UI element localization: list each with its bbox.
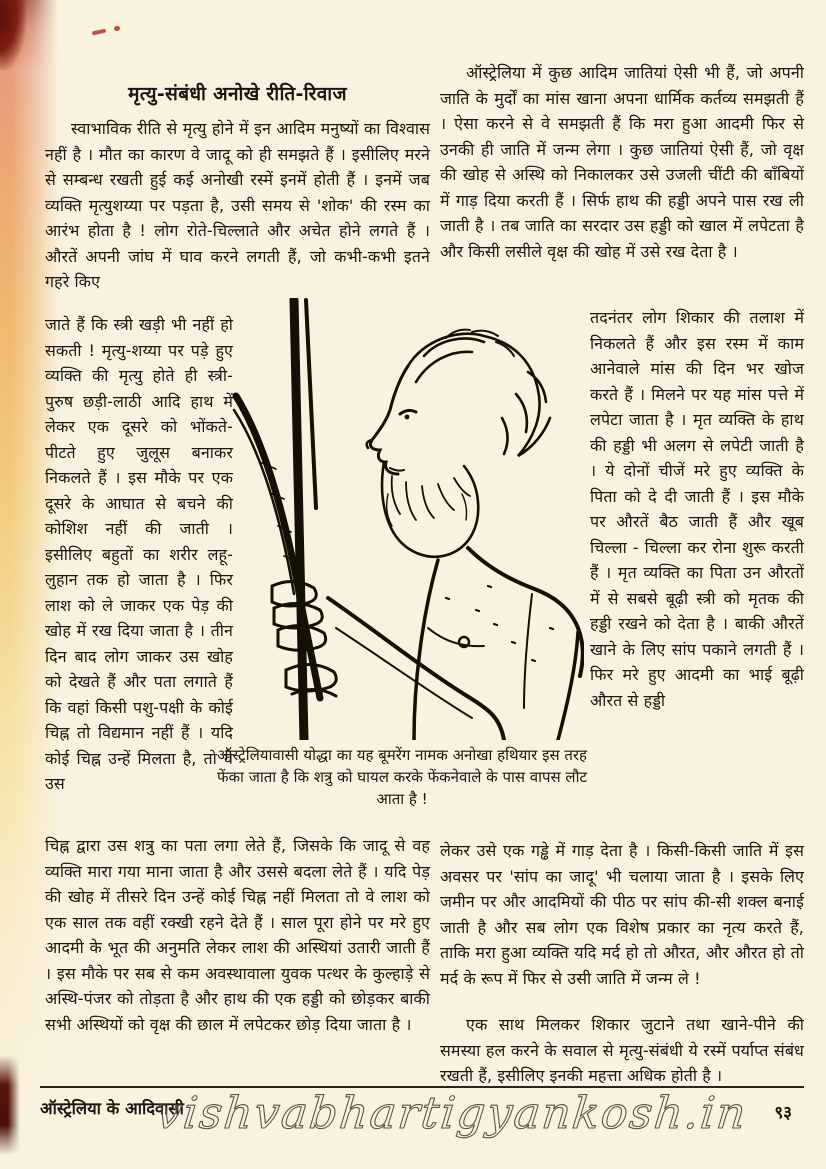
paragraph-text: तदनंतर लोग शिकार की तलाश में निकलते हैं और इस रस्म में काम आनेवाले मांस की दिन भर खोज करते हैं । मिलने पर यह मांस पत्ते में लपेटा जाता है । मृत व्यक्ति के हाथ की हड्डी भी अलग से लपेटी जाती है । ये दोनों चीजें मरे हुए व्यक्ति के पिता को दे दी जाती हैं । इस मौके पर औरतें बैठ जाती हैं और खूब चिल्ला - चिल्ला कर रोना शुरू करती हैं । मृत व्यक्ति का पिता उन औरतों में से सबसे बूढ़ी स्त्री को मृतक की हड्डी रखने को देता है । बाकी औरतें खाने के लिए सांप पकाने लगती हैं । फिर मरे हुए आदमी का भाई बूढ़ी औरत से हड्डी	[590, 308, 804, 710]
footer-running-title: ऑस्ट्रेलिया के आदिवासी	[40, 1099, 184, 1118]
watermark-text	[150, 1082, 750, 1152]
paragraph-text: लेकर उसे एक गड्ढे में गाड़ देता है । किसी-किसी जाति में इस अवसर पर 'सांप का जादू' भी चलाया जाता है । इसके लिए जमीन पर और आदमियों की पीठ पर सांप की-सी शक्ल बनाई जाती है और सब लोग एक विशेष प्रकार का नृत्य करते हैं, ताकि मरा हुआ व्यक्ति यदि मर्द हो तो औरत, और औरत हो तो मर्द के रूप में फिर से उसी जाति में जन्म ले !	[440, 841, 804, 988]
left-column-paragraph-1	[45, 116, 430, 295]
red-pen-mark	[92, 29, 107, 36]
scan-blot-bottom-left	[0, 1055, 20, 1155]
paragraph-text: स्वाभाविक रीति से मृत्यु होने में इन आदिम मनुष्यों का विश्वास नहीं है । मौत का कारण वे जादू को ही समझते हैं । इसीलिए मरने से सम्बन्ध रखती हुई कई अनोखी रस्में इनमें होती हैं । इनमें जब व्यक्ति मृत्युशय्या पर पड़ता है, उसी समय से 'शोक' की रस्म का आरंभ होता है ! लोग रोते-चिल्लाते और अचेत होने लगते हैं । औरतें अपनी जांघ में घाव करने लगती हैं, जो कभी-कभी इतने गहरे किए	[45, 119, 430, 291]
right-column-narrow-text	[590, 305, 804, 713]
paragraph-text: जाते हैं कि स्त्री खड़ी भी नहीं हो सकती ! मृत्यु-शय्या पर पड़े हुए व्यक्ति की मृत्यु होते ही स्त्री-पुरुष छड़ी-लाठी आदि हाथ में लेकर एक दूसरे को भोंकते-पीटते हुए जुलूस बनाकर निकलते हैं । इस मौके पर एक दूसरे के आघात से बचने की कोशिश नहीं की जाती । इसीलिए बहुतों का शरीर लहू-लुहान तक हो जाता है । फिर लाश को ले जाकर एक पेड़ की खोह में रख दिया जाता है । तीन दिन बाद लोग जाकर उस खोह को देखते हैं और पता लगाते हैं कि वहां किसी पशु-पक्षी के कोई चिह्न तो विद्यमान नहीं हैं । यदि कोई चिह्न उन्हें मिलता है, तो वे उस	[45, 315, 233, 793]
right-column-paragraph-3	[440, 1012, 804, 1089]
illustration-caption: ऑस्ट्रेलियावासी योद्धा का यह बूमरेंग नामक अनोखा हथियार इस तरह फेंका जाता है कि शत्रु को घायल करके फेंकनेवाले के पास वापस लौट आता है !	[216, 746, 588, 808]
footer-rule	[40, 1086, 804, 1088]
right-column-paragraph-2	[440, 838, 804, 991]
red-pen-mark	[114, 25, 121, 31]
warrior-illustration	[232, 298, 584, 740]
scan-blot-top-left	[0, 0, 26, 70]
section-heading: मृत्यु-संबंधी अनोखे रीति-रिवाज	[128, 83, 347, 105]
right-column-paragraph-1	[440, 60, 804, 264]
left-column-narrow-text	[45, 312, 233, 797]
paragraph-text: चिह्न द्वारा उस शत्रु का पता लगा लेते हैं, जिसके कि जादू से वह व्यक्ति मारा गया माना जाता है और उससे बदला लेते हैं । यदि पेड़ की खोह में तीसरे दिन उन्हें कोई चिह्न नहीं मिलता तो वे लाश को एक साल तक वहीं रक्खी रहने देते हैं । साल पूरा होने पर मरे हुए आदमी के भूत की अनुमति लेकर लाश की अस्थियां उतारी जाती हैं । इस मौके पर सब से कम अवस्थावाला युवक पत्थर के कुल्हाड़े से अस्थि-पंजर को तोड़ता है और हाथ की एक हड्डी को छोड़कर बाकी सभी अस्थियों को वृक्ष की छाल में लपेटकर छोड़ दिया जाता है ।	[45, 836, 430, 1034]
footer-page-number: ९३	[774, 1103, 792, 1123]
paragraph-text: एक साथ मिलकर शिकार जुटाने तथा खाने-पीने की समस्या हल करने के सवाल से मृत्यु-संबंधी ये रस्में पर्याप्त संबंध रखती हैं, इसीलिए इनकी महत्ता अधिक होती है ।	[440, 1015, 804, 1085]
svg-text:vishvabhartigyankosh.in: vishvabhartigyankosh.in	[154, 1088, 750, 1139]
paragraph-text: ऑस्ट्रेलिया में कुछ आदिम जातियां ऐसी भी हैं, जो अपनी जाति के मुर्दों का मांस खाना अपना धार्मिक कर्तव्य समझती हैं । ऐसा करने से वे समझती हैं कि मरा हुआ आदमी फिर से उनकी ही जाति में जन्म लेगा । कुछ जातियां ऐसी हैं, जो वृक्ष की खोह से अस्थि को निकालकर उसे उजली चींटी की बाँबियों में गाड़ दिया करती हैं । सिर्फ हाथ की हड्डी अपने पास रख ली जाती है । तब जाति का सरदार उस हड्डी को खाल में लपेटता है और किसी लसीले वृक्ष की खोह में उसे रख देता है ।	[440, 63, 804, 261]
left-column-paragraph-2	[45, 833, 430, 1037]
